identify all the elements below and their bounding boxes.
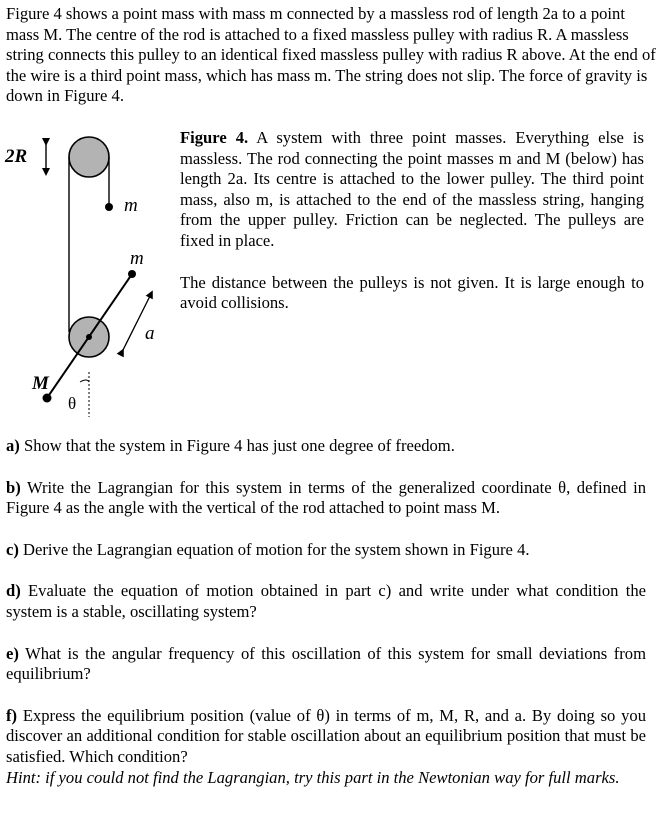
question-text: Write the Lagrangian for this system in terms of the generalized coordinate θ, defined in Figure 4 as the angle with the vertical of the rod attached to point mass M. (6, 477, 646, 518)
question-text: Evaluate the equation of motion obtained in part c) and write under what condition the system is a stable, oscillating system? (6, 581, 646, 621)
question-text: Express the equilibrium position (value of θ) in terms of m, M, R, and a. By doing so you discover an additional condition for stable oscillation about an equilibrium position that must be satisfied. Which condition? (6, 705, 646, 766)
label-M: M (32, 373, 49, 394)
figure-caption (180, 128, 644, 335)
caption-paragraph-2: The distance between the pulleys is not given. It is large enough to avoid collisions. (180, 272, 644, 313)
label-theta: θ (68, 394, 77, 413)
question-f (6, 706, 646, 768)
intro-paragraph: Figure 4 shows a point mass with mass m connected by a massless rod of length 2a to a point mass M. The centre of the rod is attached to a fixed massless pulley with radius R. A massless string connects this pulley to an identical fixed massless pulley with radius R above. At the end of the wire is a third point mass, which has mass m. The string does not slip. The force of gravity is down in Figure 4. (6, 4, 656, 106)
caption-text-1: A system with three point masses. Everything else is massless. The rod connecting the point masses m and M (below) has length 2a. Its centre is attached to the lower pulley. The third point mass, also m, is attached to the end of the massless string, hanging from the upper pulley. Friction can be neglected. The pulleys are fixed in place. (180, 128, 644, 250)
question-a (6, 436, 646, 457)
label-m-lower: m (130, 248, 144, 269)
rod-centre (86, 334, 92, 340)
label-2R: 2R (5, 146, 28, 167)
question-list (6, 436, 646, 788)
question-label: f) (6, 705, 18, 725)
question-label: b) (6, 477, 21, 497)
question-b (6, 478, 646, 519)
hint: Hint: if you could not find the Lagrangian, try this part in the Newtonian way for full marks. (6, 767, 620, 787)
question-label: d) (6, 581, 21, 601)
question-label: e) (6, 643, 19, 663)
rod-end-mass (128, 270, 136, 278)
question-d (6, 581, 646, 622)
question-label: a) (6, 436, 20, 455)
question-c (6, 540, 646, 561)
mass-M (43, 394, 52, 403)
label-m-upper: m (124, 195, 138, 216)
label-a: a (145, 323, 155, 344)
question-text: What is the angular frequency of this oscillation of this system for small deviations from equilibrium? (6, 643, 646, 684)
theta-arc (80, 380, 89, 382)
question-e (6, 644, 646, 685)
caption-title: Figure 4. (180, 128, 249, 147)
upper-pulley (69, 137, 109, 177)
upper-point-mass (105, 203, 113, 211)
caption-paragraph-1 (180, 128, 644, 252)
question-text: Derive the Lagrangian equation of motion for the system shown in Figure 4. (18, 539, 530, 559)
pulley-system-figure (0, 128, 172, 418)
question-text: Show that the system in Figure 4 has just one degree of freedom. (19, 436, 455, 455)
question-label: c) (6, 539, 19, 559)
